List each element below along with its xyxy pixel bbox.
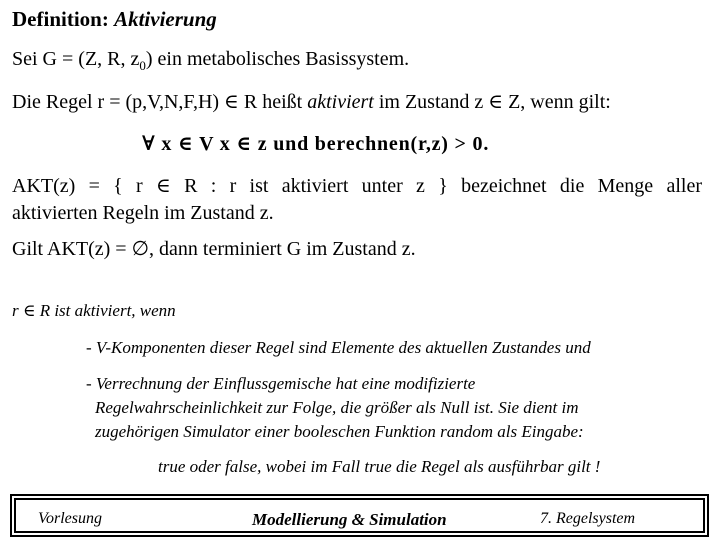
- note-item-combination-line2: Regelwahrscheinlichkeit zur Folge, die größer als Null ist. Sie dient im: [95, 398, 579, 417]
- rule-definition-prefix: Die Regel r = (p,V,N,F,H) ∈ R heißt: [12, 91, 308, 113]
- footer-course-title: Modellierung & Simulation: [252, 510, 447, 529]
- system-definition-subscript: 0: [139, 58, 146, 73]
- system-definition: [12, 48, 409, 74]
- activation-formula: ∀ x ∈ V x ∈ z und berechnen(r,z) > 0.: [142, 133, 490, 155]
- note-intro: r ∈ R ist aktiviert, wenn: [12, 301, 176, 320]
- system-definition-suffix: ) ein metabolisches Basissystem.: [145, 48, 410, 70]
- termination-statement: Gilt AKT(z) = ∅, dann terminiert G im Zustand z.: [12, 238, 416, 260]
- note-item-result: true oder false, wobei im Fall true die Regel als ausführbar gilt !: [158, 457, 601, 476]
- title-label: Definition:: [12, 7, 109, 31]
- title-term: Aktivierung: [114, 7, 217, 31]
- system-definition-prefix: Sei G = (Z, R, z: [12, 48, 140, 70]
- akt-definition-line1: AKT(z) = { r ∈ R : r ist aktiviert unter z } bezeichnet die Menge aller: [12, 175, 702, 197]
- note-item-combination-line3: zugehörigen Simulator einer booleschen Funktion random als Eingabe:: [95, 422, 584, 441]
- akt-definition-line2: aktivierten Regeln im Zustand z.: [12, 202, 274, 224]
- note-item-combination-line1: - Verrechnung der Einflussgemische hat eine modifizierte: [86, 374, 476, 393]
- akt-definition: [12, 173, 702, 227]
- footer-chapter: 7. Regelsystem: [540, 510, 636, 527]
- footer-course-label: Vorlesung: [38, 510, 102, 527]
- page-title: [12, 7, 217, 32]
- footer-bar: [10, 494, 709, 537]
- note-item-v-components: - V-Komponenten dieser Regel sind Elemente des aktuellen Zustandes und: [86, 338, 591, 357]
- rule-definition-emph: aktiviert: [307, 91, 374, 113]
- rule-definition-suffix: im Zustand z ∈ Z, wenn gilt:: [373, 91, 611, 113]
- rule-definition: [12, 89, 611, 114]
